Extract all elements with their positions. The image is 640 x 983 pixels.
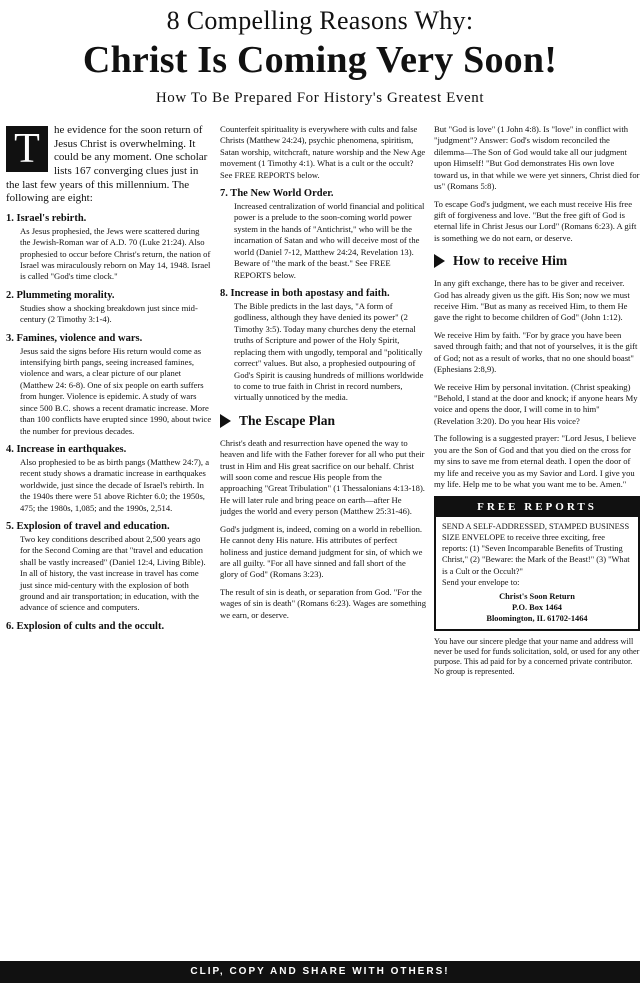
section-heading-text: How to receive Him <box>453 253 568 269</box>
love-paragraph: But "God is love" (1 John 4:8). Is "love" in conflict with "judgment"? Answer: God's wisdom reconciled the dilemma—The Son of God would take all our judgment upon Himself! "But God demonstrates His own love toward us, in that while we were yet sinners, Christ died for us" (Romans 5:8). <box>434 124 640 192</box>
escape-plan-heading <box>220 412 426 430</box>
column-1 <box>6 124 212 960</box>
article-columns <box>6 124 640 960</box>
mailing-address <box>442 591 632 625</box>
free-reports-content <box>436 517 638 629</box>
reason-5 <box>6 520 212 614</box>
send-envelope-label: Send your envelope to: <box>442 577 520 587</box>
prayer-paragraph: The following is a suggested prayer: "Lord Jesus, I believe you are the Son of God and that you died on the cross for my sins to save me from eternal death. I open the door of my life and receive you as my Savior and Lord. I give you my life. Help me to be what you want me to be. Amen." <box>434 433 637 489</box>
reason-1 <box>6 212 212 283</box>
header <box>0 6 640 107</box>
column-3 <box>434 124 640 960</box>
escape-paragraph: Christ's death and resurrection have opened the way to heaven and life with the Father forever for all who put their trust in Him and His great sacrifice on our behalf. Christ will soon come and rescue His people from the approaching "Great Tribulation" (1 Thessalonians 4:13-18). He will later rule and bring peace on earth—after He judges the world and every person (Matthew 25:31-46). <box>220 437 425 517</box>
reason-title: 6. Explosion of cults and the occult. <box>6 620 165 632</box>
reason-body: The Bible predicts in the last days, "A form of godliness, although they have denied its power" (2 Timothy 3:5). Today many churches deny the eternal truths of Scripture and power of the Holy Spirit, replacing them with ungodly, temporal and "politically correct" values. But also, a prophesied outpouring of God's Spirit is causing hundreds of millions worldwide to come to true faith in Christ in record numbers, virtually unnoticed by the media. <box>234 300 424 403</box>
reason-body: Studies show a shocking breakdown just since mid-century (2 Timothy 3:1-4). <box>20 302 198 325</box>
address-line: Bloomington, IL 61702-1464 <box>486 614 588 624</box>
free-reports-heading: FREE REPORTS <box>436 498 638 517</box>
privacy-pledge: You have our sincere pledge that your name and address will never be used for funds solicitation, sold, or used for any other purpose. This ad paid for by a concerned private contributor. No group is represented. <box>434 636 640 677</box>
section-heading-text: The Escape Plan <box>239 412 336 428</box>
reason-title: 7. The New World Order. <box>220 188 334 200</box>
reason-4 <box>6 443 212 514</box>
escape-paragraph: The result of sin is death, or separation from God. "For the wages of sin is death" (Romans 6:23). Wages are something we earn, or deserve. <box>220 586 426 620</box>
reason-2 <box>6 289 212 326</box>
triangle-bullet-icon <box>220 414 231 428</box>
address-line: P.O. Box 1464 <box>512 603 562 613</box>
reason-title: 3. Famines, violence and wars. <box>6 332 143 344</box>
receive-paragraph: We receive Him by faith. "For by grace you have been saved through faith; and that not of yourselves, it is the gift of God; not as a result of works, that no one should boast" (Ephesians 2:8,9). <box>434 329 638 375</box>
reason-body: As Jesus prophesied, the Jews were scattered during the Jewish-Roman war of A.D. 70 (Luke 21:24). Also prophesied to occur before Christ's return, the nation of Israel was miraculously reborn on May 14, 1948. Israel is called "God's time clock." <box>20 225 211 282</box>
page-title: Christ Is Coming Very Soon! <box>82 39 558 81</box>
reason-title: 2. Plummeting morality. <box>6 289 115 301</box>
ad-page <box>0 6 640 983</box>
reason-title: 4. Increase in earthquakes. <box>6 443 127 455</box>
reason-8 <box>220 287 426 404</box>
reason-body: Jesus said the signs before His return would come as intensifying birth pangs, seeing increased famines, violence and wars, a clear picture of our planet (Matthew 24: 6-8). One of six people on earth suffers from hunger. Violence is epidemic. A study of wars since 500 B.C. shows a recent dramatic increase. More than 100 conflicts have erupted since 1990, about twice the number for previous decades. <box>20 345 212 436</box>
drop-cap: T <box>6 126 48 172</box>
free-reports-box <box>434 496 640 630</box>
reason-body: Also prophesied to be as birth pangs (Matthew 24:7), a recent study shows a dramatic increase in earthquakes worldwide, just since the decade of Israel's rebirth. In the 1940s there were 51 above Richter 6.0; the 1950s, 475; the 1980s, 1,085; and the 1990s, 2,514. <box>20 456 210 513</box>
reason-title: 1. Israel's rebirth. <box>6 212 87 224</box>
cults-text: Counterfeit spirituality is everywhere with cults and false Christs (Matthew 24:24), psychic phenomena, spiritism, Satan worship, witchcraft, nature worship and the New Age movement (1 Timothy 4:1). What is a cult or the occult? See FREE REPORTS below. <box>220 124 426 180</box>
address-line: Christ's Soon Return <box>499 592 575 601</box>
reason-3 <box>6 332 212 437</box>
reason-title: 8. Increase in both apostasy and faith. <box>220 288 390 300</box>
footer-banner: CLIP, COPY AND SHARE WITH OTHERS! <box>0 961 640 983</box>
receive-heading <box>434 252 640 270</box>
gift-paragraph: To escape God's judgment, we each must receive His free gift of forgiveness and love. "But the free gift of God is eternal life in Christ Jesus our Lord" (Romans 6:23). A gift is something we do not earn, or deserve. <box>434 198 637 243</box>
receive-paragraph: We receive Him by personal invitation. (Christ speaking) "Behold, I stand at the door and knock; if anyone hears My voice and opens the door, I will come in to him" (Revelation 3:20). Do you hear His voice? <box>434 381 638 426</box>
intro-paragraph <box>6 124 212 206</box>
reason-body: Two key conditions described about 2,500 years ago for the Second Coming are that "travel and education shall be vastly increased" (Daniel 12:4, Living Bible). In all of history, the vast increase in travel has come just since mid-century with the explosion of both ground and air transportation; in education, with the advance of science and computers. <box>20 533 206 613</box>
header-kicker: 8 Compelling Reasons Why: <box>166 6 474 35</box>
free-reports-intro: SEND A SELF-ADDRESSED, STAMPED BUSINESS SIZE ENVELOPE to receive three exciting, free reports: (1) "Seven Incomparable Benefits of Trusting Christ," (2) "Beware: the Mark of the Beast!" (3) "What is a Cult or the Occult?" <box>442 521 630 576</box>
receive-paragraph: In any gift exchange, there has to be giver and receiver. God has already given us the gift. His Son; now we must receive Him. "But as many as received Him, to them He gave the right to become children of God" (John 1:12). <box>434 278 630 323</box>
reason-7 <box>220 187 426 281</box>
intro-text: he evidence for the soon return of Jesus Christ is overwhelming. It could be any moment. One scholar lists 167 converging clues just in the last few years of this millennium. The following are eight: <box>6 124 208 205</box>
page-subtitle: How To Be Prepared For History's Greatest Event <box>155 90 485 106</box>
reason-title: 5. Explosion of travel and education. <box>6 521 170 532</box>
triangle-bullet-icon <box>434 254 445 268</box>
escape-paragraph: God's judgment is, indeed, coming on a world in rebellion. He cannot deny His nature. His attributes of perfect holiness and justice demand judgment for sin, of which we are all guilty. "For all have sinned and fall short of the glory of God" (Romans 3:23). <box>220 523 423 580</box>
column-2 <box>220 124 426 960</box>
reason-6 <box>6 620 212 634</box>
reason-body: Increased centralization of world financial and political power is a prelude to the soon-coming world power system in the hands of "Antichrist," who will be the incarnation of Satan and who will deceive most of the world (Daniel 7-12, Matthew 24:24, Revelation 13). Beware of "the mark of the beast." See FREE REPORTS below. <box>234 201 425 280</box>
